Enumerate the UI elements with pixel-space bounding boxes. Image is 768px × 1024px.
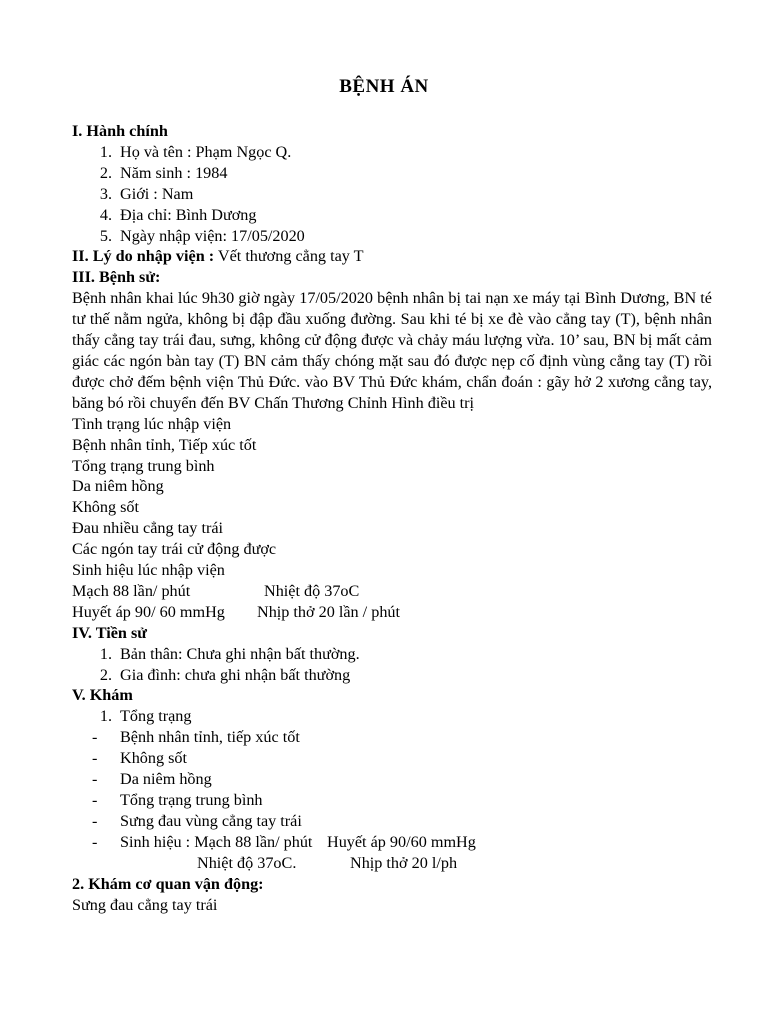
list-text: Giới : Nam xyxy=(120,184,194,203)
dash-text: Bệnh nhân tỉnh, tiếp xúc tốt xyxy=(120,728,300,747)
dash-text: Tổng trạng trung bình xyxy=(120,791,263,809)
admission-vitals-row xyxy=(72,602,712,623)
dash-text: Không sốt xyxy=(120,749,188,768)
blood-pressure-value: Huyết áp 90/ 60 mmHg xyxy=(72,602,225,621)
list-number: 1. xyxy=(99,142,112,161)
section-heading-past-history: IV. Tiền sử xyxy=(72,623,147,642)
dash-item xyxy=(72,727,712,748)
history-line: Tổng trạng trung bình xyxy=(72,456,215,475)
list-item xyxy=(72,706,712,727)
dash-bullet: - xyxy=(92,770,98,789)
list-number: 4. xyxy=(99,205,112,224)
history-line: Các ngón tay trái cử động được xyxy=(72,540,277,559)
exam-pulse-value: Sinh hiệu : Mạch 88 lần/ phút xyxy=(120,832,313,851)
list-item xyxy=(72,644,712,665)
exam-blood-pressure-value: Huyết áp 90/60 mmHg xyxy=(327,832,476,851)
list-number: 2. xyxy=(99,665,112,684)
list-item xyxy=(72,163,712,184)
respiration-value: Nhịp thở 20 lần / phút xyxy=(257,602,401,621)
list-item xyxy=(72,184,712,205)
exam-vitals-row xyxy=(72,853,712,874)
history-line: Da niêm hồng xyxy=(72,477,164,496)
section-heading-administrative: I. Hành chính xyxy=(72,122,168,140)
list-text: Họ và tên : Phạm Ngọc Q. xyxy=(120,142,292,161)
dash-bullet: - xyxy=(92,832,98,851)
list-item xyxy=(72,665,712,686)
list-item xyxy=(72,226,712,247)
dash-item xyxy=(72,811,712,832)
dash-bullet: - xyxy=(92,811,98,830)
reason-for-admission xyxy=(72,246,712,267)
list-text: Tổng trạng xyxy=(120,707,192,726)
dash-bullet: - xyxy=(92,749,98,768)
document-title: BỆNH ÁN xyxy=(339,76,429,97)
admission-vitals-row xyxy=(72,581,712,602)
history-line: Không sốt xyxy=(72,498,140,517)
list-text: Địa chỉ: Bình Dương xyxy=(120,205,257,224)
dash-item xyxy=(72,769,712,790)
section-heading-history: III. Bệnh sử: xyxy=(72,268,161,287)
history-line: Tình trạng lúc nhập viện xyxy=(72,414,232,433)
dash-item xyxy=(72,790,712,811)
temperature-value: Nhiệt độ 37oC xyxy=(264,581,360,600)
history-line: Sinh hiệu lúc nhập viện xyxy=(72,561,225,580)
dash-item-vitals xyxy=(72,832,712,853)
dash-text: Da niêm hồng xyxy=(120,770,212,789)
exam-respiration-value: Nhịp thở 20 l/ph xyxy=(350,853,458,872)
subheading-motor-exam: 2. Khám cơ quan vận động: xyxy=(72,874,264,893)
history-paragraph: Bệnh nhân khai lúc 9h30 giờ ngày 17/05/2020 bệnh nhân bị tai nạn xe máy tại Bình Dương, BN té tư thế nằm ngửa, không bị đập đầu xuống đường. Sau khi té bị xe đè vào cẳng tay (T), bệnh nhân thấy cẳng tay trái đau, sưng, không cử động được và chảy máu lượng vừa. 10’ sau, BN bị mất cảm giác các ngón bàn tay (T) BN cảm thấy chóng mặt sau đó được nẹp cố định vùng cẳng tay (T) rồi được chở đếm bệnh viện Thủ Đức. vào BV Thủ Đức khám, chẩn đoán : gãy hở 2 xương cẳng tay, băng bó rồi chuyển đến BV Chấn Thương Chỉnh Hình điều trị xyxy=(72,289,712,412)
pulse-value: Mạch 88 lần/ phút xyxy=(72,581,191,600)
list-item xyxy=(72,205,712,226)
dash-item xyxy=(72,748,712,769)
document-body xyxy=(72,121,712,915)
reason-text: Vết thương cẳng tay T xyxy=(214,247,364,266)
motor-exam-text: Sưng đau cẳng tay trái xyxy=(72,895,218,914)
list-text: Gia đình: chưa ghi nhận bất thường xyxy=(120,665,351,684)
section-heading-reason: II. Lý do nhập viện : xyxy=(72,247,215,266)
history-line: Đau nhiều cẳng tay trái xyxy=(72,519,224,538)
dash-bullet: - xyxy=(92,791,98,809)
list-number: 3. xyxy=(99,184,112,203)
section-heading-examination: V. Khám xyxy=(72,686,133,705)
dash-text: Sưng đau vùng cẳng tay trái xyxy=(120,811,302,830)
list-number: 1. xyxy=(99,644,112,663)
history-line: Bệnh nhân tỉnh, Tiếp xúc tốt xyxy=(72,435,257,454)
dash-bullet: - xyxy=(92,728,98,747)
list-text: Bản thân: Chưa ghi nhận bất thường. xyxy=(120,644,360,663)
exam-temperature-value: Nhiệt độ 37oC. xyxy=(197,853,297,872)
list-item xyxy=(72,142,712,163)
list-number: 5. xyxy=(99,226,112,245)
list-text: Năm sinh : 1984 xyxy=(120,163,228,182)
list-text: Ngày nhập viện: 17/05/2020 xyxy=(120,226,305,245)
list-number: 2. xyxy=(99,163,112,182)
list-number: 1. xyxy=(99,707,112,726)
